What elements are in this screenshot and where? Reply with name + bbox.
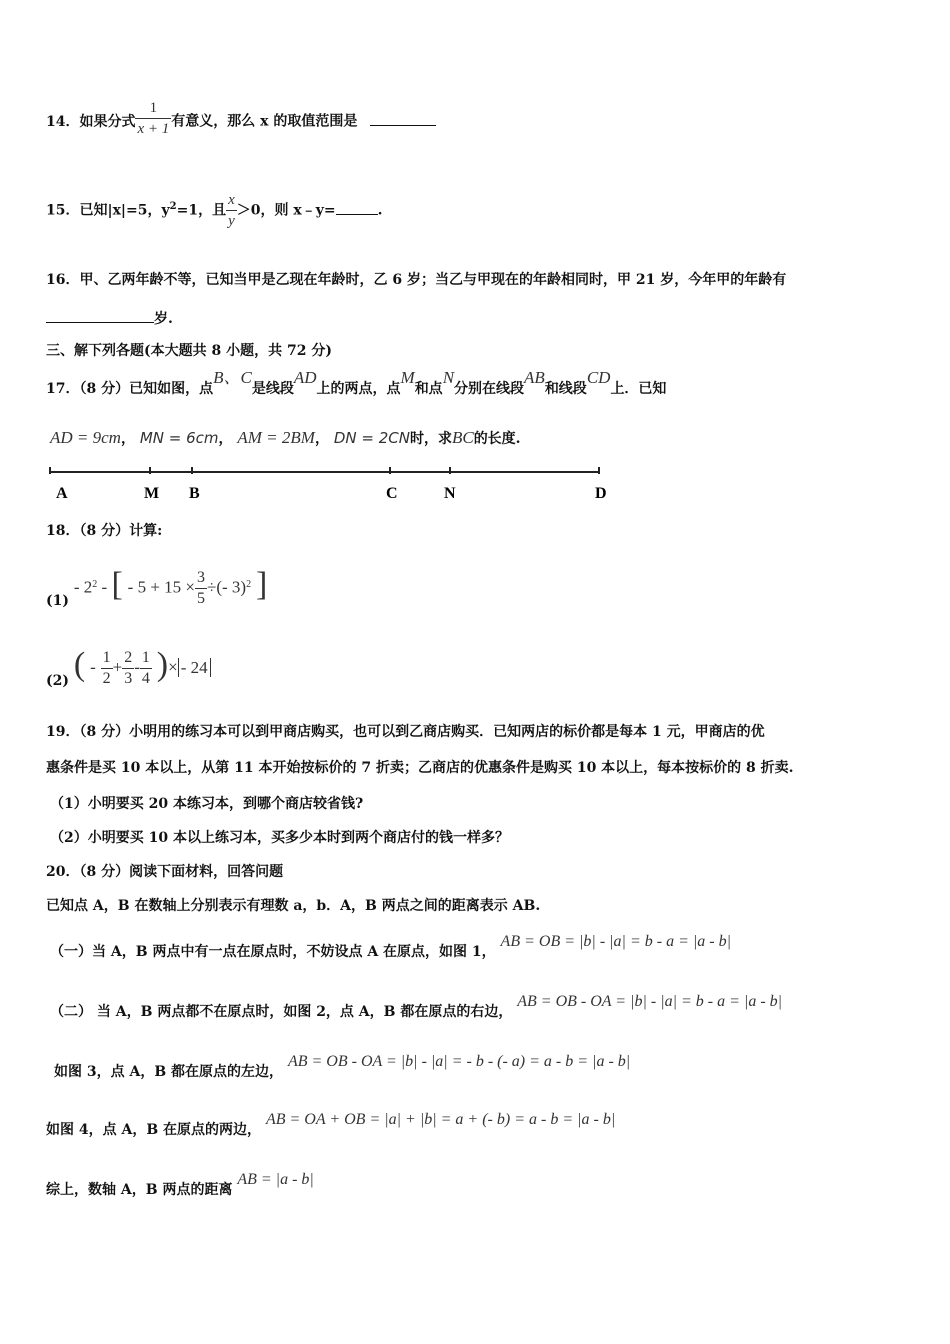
q20-case4 <box>46 1111 616 1140</box>
q20-case1-text: （一）当 A，B 两点中有一点在原点时，不妨设点 A 在原点，如图 1， <box>50 944 496 960</box>
question-16-line2 <box>46 308 173 329</box>
q18-p1-d: ÷(- 3) <box>207 577 247 597</box>
q17-t4: 和点 <box>414 381 443 397</box>
q17-t9: 的长度. <box>473 431 521 447</box>
q17-sep1: ， <box>120 431 135 447</box>
q17-t1: 17．（8 分）已知如图，点 <box>46 381 214 397</box>
q15-condition: ＞0，则 x﹣y= <box>236 202 336 219</box>
q15-answer-blank[interactable] <box>336 200 378 215</box>
q14-frac-num: 1 <box>149 100 158 116</box>
q18-p1-a-sup: 2 <box>92 578 98 590</box>
question-17-line1 <box>46 368 667 399</box>
q17-t7: 上．已知 <box>610 381 667 397</box>
label-n: N <box>444 485 456 502</box>
q18-p1-frac-num: 3 <box>197 569 206 586</box>
q18-p1-b: - <box>97 577 112 597</box>
q20-case2-text: （二） 当 A，B 两点都不在原点时，如图 2，点 A，B 都在原点的右边， <box>50 1004 513 1020</box>
q14-suffix: 有意义，那么 x 的取值范围是 <box>171 113 358 130</box>
q15-prefix: 15．已知|x|=5，y <box>46 202 170 219</box>
q20-concl-text: 综上，数轴 A，B 两点的距离 <box>46 1182 233 1198</box>
q18-p2-label: (2) <box>46 672 69 689</box>
q15-frac-num: x <box>228 192 235 208</box>
q20-case3 <box>54 1053 631 1082</box>
q18-part1 <box>46 565 268 609</box>
q18-p2-times: × <box>168 657 178 677</box>
q20-conclusion <box>46 1171 314 1200</box>
q18-p2-lparen: ( <box>73 645 86 683</box>
question-20-intro: 已知点 A，B 在数轴上分别表示有理数 a，b．A，B 两点之间的距离表示 AB. <box>46 898 541 914</box>
q15-frac-den: y <box>226 210 237 231</box>
q20-case3-formula: AB = OB - OA = |b| - |a| = - b - (- a) = a - b = |a - b| <box>287 1053 631 1070</box>
q15-end: . <box>377 202 383 219</box>
q17-cond-mn: MN = 6cm <box>139 429 219 447</box>
q18-p2-frac3 <box>140 648 152 689</box>
q20-case2-formula: AB = OB - OA = |b| - |a| = b - a = |a - b| <box>517 993 783 1010</box>
q14-frac-den: x + 1 <box>135 118 171 139</box>
q18-part2 <box>46 645 211 689</box>
q18-p2-plus: + <box>112 657 123 677</box>
q16-answer-blank[interactable] <box>46 308 154 323</box>
q16-end: 岁. <box>154 311 173 327</box>
q17-sep2: ， <box>218 431 233 447</box>
section-3-heading: 三、解下列各题(本大题共 8 小题，共 72 分) <box>46 343 332 359</box>
q18-p2-abs: - 24 <box>178 658 211 677</box>
q18-p2-f2-num: 2 <box>124 649 133 666</box>
q17-cond-dn: DN = 2CN <box>333 429 410 447</box>
q15-fraction <box>226 190 237 231</box>
q15-sup: 2 <box>169 200 177 212</box>
question-20-title: 20．（8 分）阅读下面材料，回答问题 <box>46 864 284 880</box>
q18-p2-f2-den: 3 <box>124 670 133 687</box>
question-19-line2: 惠条件是买 10 本以上，从第 11 本开始按标价的 7 折卖；乙商店的优惠条件是购买 10 本以上，每本按标价的 8 折卖. <box>46 760 794 776</box>
question-15 <box>46 190 382 231</box>
q17-t2: 是线段 <box>251 381 294 397</box>
q18-p2-rparen: ) <box>156 645 169 683</box>
q14-fraction <box>135 98 171 139</box>
q18-p2-f3-den: 4 <box>141 670 150 687</box>
q20-case1 <box>50 933 731 962</box>
q18-p1-fraction <box>195 568 207 609</box>
q18-p2-minus: - <box>90 657 96 677</box>
q18-p1-d-sup: 2 <box>246 578 252 590</box>
q14-answer-blank[interactable] <box>370 111 436 126</box>
q17-bc: B、C <box>213 368 252 387</box>
q18-p1-frac-den: 5 <box>197 590 206 607</box>
question-16-line1: 16．甲、乙两年龄不等，已知当甲是乙现在年龄时，乙 6 岁；当乙与甲现在的年龄相同时，甲 21 岁，今年甲的年龄有 <box>46 272 787 288</box>
q20-case3-text: 如图 3，点 A，B 都在原点的左边， <box>54 1064 284 1080</box>
q17-m: M <box>400 368 415 387</box>
q17-cond-am: AM = 2BM <box>237 428 315 447</box>
q15-mid: =1，且 <box>176 202 227 219</box>
q17-cd: CD <box>586 368 611 387</box>
q17-t8: 时，求 <box>409 431 452 447</box>
q17-t3: 上的两点，点 <box>316 381 401 397</box>
question-14 <box>46 100 436 139</box>
question-18-title: 18．（8 分）计算: <box>46 523 163 539</box>
question-19-sub2: （2）小明要买 10 本以上练习本，买多少本时到两个商店付的钱一样多？ <box>50 830 509 846</box>
q20-case4-formula: AB = OA + OB = |a| + |b| = a + (- b) = a - b = |a - b| <box>265 1111 616 1128</box>
q18-p1-c: - 5 + 15 × <box>127 577 196 597</box>
q17-t6: 和线段 <box>544 381 587 397</box>
q20-concl-formula: AB = |a - b| <box>237 1171 314 1188</box>
label-d: D <box>595 485 607 502</box>
q17-sep3: ， <box>314 431 329 447</box>
q18-p2-f1-den: 2 <box>102 670 111 687</box>
q18-p2-frac2 <box>122 648 134 689</box>
q18-p2-f1-num: 1 <box>102 649 111 666</box>
q18-p1-rbracket: ] <box>255 565 268 603</box>
q17-t5: 分别在线段 <box>454 381 525 397</box>
label-m: M <box>144 485 160 502</box>
question-19-line1: 19．（8 分）小明用的练习本可以到甲商店购买，也可以到乙商店购买．已知两店的标价都是每本 1 元，甲商店的优 <box>46 724 765 740</box>
q20-case2 <box>50 993 783 1022</box>
label-c: C <box>386 485 398 502</box>
q18-p2-minus2: - <box>134 657 140 677</box>
segment-figure <box>46 460 626 508</box>
q17-ab: AB <box>524 368 545 387</box>
q20-case4-text: 如图 4，点 A，B 在原点的两边， <box>46 1122 262 1138</box>
q17-ad: AD <box>293 368 317 387</box>
q17-bc2: BC <box>451 428 474 447</box>
q20-case1-formula: AB = OB = |b| - |a| = b - a = |a - b| <box>500 933 731 950</box>
q17-n: N <box>442 368 455 387</box>
question-17-line2 <box>50 428 521 449</box>
q18-p1-a: - 2 <box>73 577 93 597</box>
q17-cond-ad: AD = 9cm <box>50 428 121 447</box>
q18-p1-lbracket: [ <box>111 565 123 603</box>
q18-p2-f3-num: 1 <box>141 649 150 666</box>
q18-p2-frac1 <box>101 648 113 689</box>
label-b: B <box>189 485 200 502</box>
q18-p1-label: (1) <box>46 592 69 609</box>
question-19-sub1: （1）小明要买 20 本练习本，到哪个商店较省钱? <box>50 796 364 812</box>
q14-prefix: 14．如果分式 <box>46 113 136 130</box>
label-a: A <box>56 485 68 502</box>
